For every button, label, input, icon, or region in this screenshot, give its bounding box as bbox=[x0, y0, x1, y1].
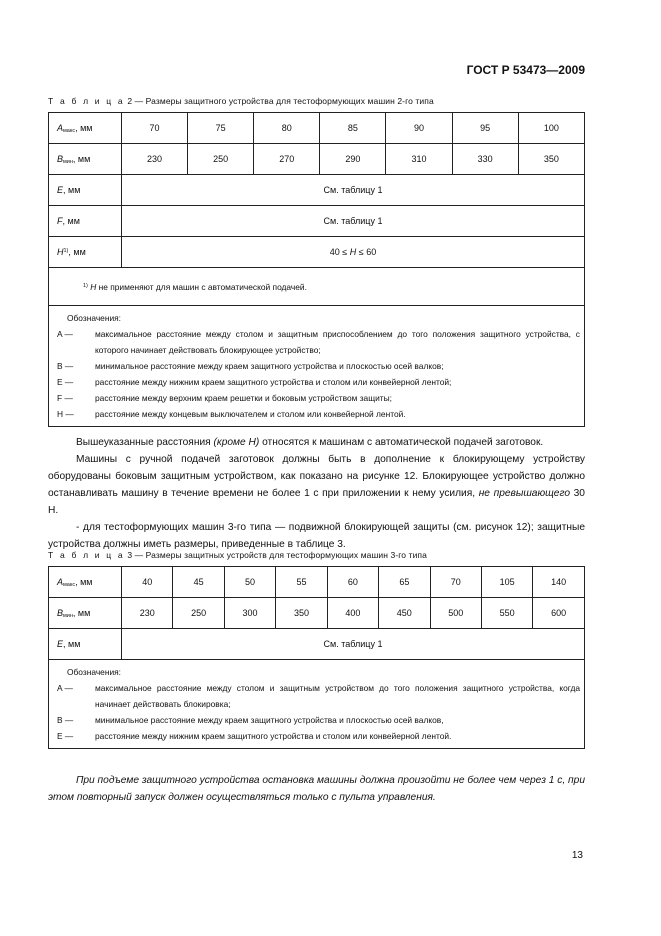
paragraph-4: При подъеме защитного устройства остановка машины должна произойти не более чем через 1 с, при этом повторный запуск должен осуществляться только с пульта управления. bbox=[48, 775, 585, 803]
table3 bbox=[48, 566, 585, 749]
table2-legend-title: Обозначения: bbox=[67, 313, 121, 323]
table2-cell: 75 bbox=[188, 113, 254, 144]
table3-legend bbox=[49, 660, 585, 749]
table2-label-b: $B_{мин}$, мм bbox=[49, 144, 122, 175]
table3-cell: 40 bbox=[122, 567, 173, 598]
table3-row-e bbox=[49, 629, 585, 660]
paragraph-2: Машины с ручной подачей заготовок должны быть в дополнение к блокирующему устройству оборудованы боковым защитным устройством, как показано на рисунке 12. Блокирующее устройство должно останавливать машину в течение времени не более 1 с при приложении к нему усилия, не превышающего 30 Н. bbox=[48, 454, 585, 516]
table2-cell: 330 bbox=[452, 144, 518, 175]
table3-cell: 140 bbox=[533, 567, 585, 598]
table2-cell: 100 bbox=[518, 113, 584, 144]
table2-cell: 70 bbox=[122, 113, 188, 144]
table3-cell: 250 bbox=[173, 598, 224, 629]
table3-cell: 350 bbox=[276, 598, 327, 629]
table2-cell: 80 bbox=[254, 113, 320, 144]
table3-caption bbox=[48, 550, 427, 560]
table2-cell-h: 40 ≤ H ≤ 60 bbox=[122, 237, 585, 268]
table2-footnote: $^{1)}$ H не применяют для машин с автоматической подачей. bbox=[49, 268, 585, 306]
table2-cell: 250 bbox=[188, 144, 254, 175]
table2-cell: 90 bbox=[386, 113, 452, 144]
legend-item: B — минимальное расстояние между краем защитного устройства и плоскостью осей валков, bbox=[57, 715, 444, 725]
table2-label-a: $A_{макс}$, мм bbox=[49, 113, 122, 144]
table2-row-a bbox=[49, 113, 585, 144]
table2-cell-e: См. таблицу 1 bbox=[122, 175, 585, 206]
closing-paragraph-block bbox=[48, 772, 585, 806]
table3-row-b bbox=[49, 598, 585, 629]
table2-row-e bbox=[49, 175, 585, 206]
document-header-id: ГОСТ Р 53473—2009 bbox=[466, 63, 585, 77]
table3-label-e: E, мм bbox=[49, 629, 122, 660]
table2-cell: 310 bbox=[386, 144, 452, 175]
table3-cell: 300 bbox=[224, 598, 275, 629]
table2-label-h: $H^{1)}$, мм bbox=[49, 237, 122, 268]
table2-cell: 95 bbox=[452, 113, 518, 144]
table3-row-a bbox=[49, 567, 585, 598]
legend-item: A — максимальное расстояние между столом и защитным устройством до того положения защитного устройства, когда начинает действовать блокировка; bbox=[57, 683, 580, 709]
table2-cell: 290 bbox=[320, 144, 386, 175]
legend-item: H — расстояние между концевым выключателем и столом или конвейерной лентой. bbox=[57, 409, 406, 419]
table3-legend-title: Обозначения: bbox=[67, 667, 121, 677]
table3-legend-row bbox=[49, 660, 585, 749]
table2-caption bbox=[48, 96, 434, 106]
table3-cell: 105 bbox=[481, 567, 532, 598]
table3-cell: 230 bbox=[122, 598, 173, 629]
legend-item: A — максимальное расстояние между столом и защитным приспособлением до того положения защитного устройства, с которого начинает действовать блокирующее устройство; bbox=[57, 329, 580, 355]
table3-cell: 50 bbox=[224, 567, 275, 598]
table2-row-f bbox=[49, 206, 585, 237]
table2-caption-text: 2 — Размеры защитного устройства для тестоформующих машин 2-го типа bbox=[124, 96, 434, 106]
page-number: 13 bbox=[571, 850, 583, 861]
table2-cell: 270 bbox=[254, 144, 320, 175]
table2-label-f: F, мм bbox=[49, 206, 122, 237]
table3-caption-text: 3 — Размеры защитных устройств для тестоформующих машин 3-го типа bbox=[124, 550, 427, 560]
table2-caption-prefix: Т а б л и ц а bbox=[48, 96, 125, 106]
table3-cell: 600 bbox=[533, 598, 585, 629]
table2-legend bbox=[49, 306, 585, 427]
table3-caption-prefix: Т а б л и ц а bbox=[48, 550, 125, 560]
legend-item: F — расстояние между верхним краем решетки и боковым устройством защиты; bbox=[57, 393, 392, 403]
table2-cell: 85 bbox=[320, 113, 386, 144]
table3-cell: 400 bbox=[327, 598, 378, 629]
table3-label-a: $A_{макс}$, мм bbox=[49, 567, 122, 598]
legend-item: B — минимальное расстояние между краем защитного устройства и плоскостью осей валков; bbox=[57, 361, 444, 371]
table2-legend-row bbox=[49, 306, 585, 427]
table2-row-b bbox=[49, 144, 585, 175]
table3-cell: 70 bbox=[430, 567, 481, 598]
table2-row-h bbox=[49, 237, 585, 268]
table2 bbox=[48, 112, 585, 427]
table2-label-e: E, мм bbox=[49, 175, 122, 206]
table3-cell: 60 bbox=[327, 567, 378, 598]
table2-cell: 350 bbox=[518, 144, 584, 175]
paragraph-3: - для тестоформующих машин 3-го типа — подвижной блокирующей защиты (см. рисунок 12); защитные устройства должны иметь размеры, приведенные в таблице 3. bbox=[48, 522, 585, 550]
table3-cell: 550 bbox=[481, 598, 532, 629]
table3-cell-e: См. таблицу 1 bbox=[122, 629, 585, 660]
body-text-block bbox=[48, 434, 585, 553]
table3-cell: 45 bbox=[173, 567, 224, 598]
table3-cell: 450 bbox=[379, 598, 430, 629]
paragraph-1: Вышеуказанные расстояния (кроме H) относятся к машинам с автоматической подачей заготовок. bbox=[76, 437, 544, 448]
legend-item: E — расстояние между нижним краем защитного устройства и столом или конвейерной лентой. bbox=[57, 731, 452, 741]
legend-item: E — расстояние между нижним краем защитного устройства и столом или конвейерной лентой; bbox=[57, 377, 452, 387]
table2-cell: 230 bbox=[122, 144, 188, 175]
table3-cell: 500 bbox=[430, 598, 481, 629]
table2-footnote-row bbox=[49, 268, 585, 306]
table3-cell: 65 bbox=[379, 567, 430, 598]
table3-label-b: $B_{мин}$, мм bbox=[49, 598, 122, 629]
table2-cell-f: См. таблицу 1 bbox=[122, 206, 585, 237]
table3-cell: 55 bbox=[276, 567, 327, 598]
